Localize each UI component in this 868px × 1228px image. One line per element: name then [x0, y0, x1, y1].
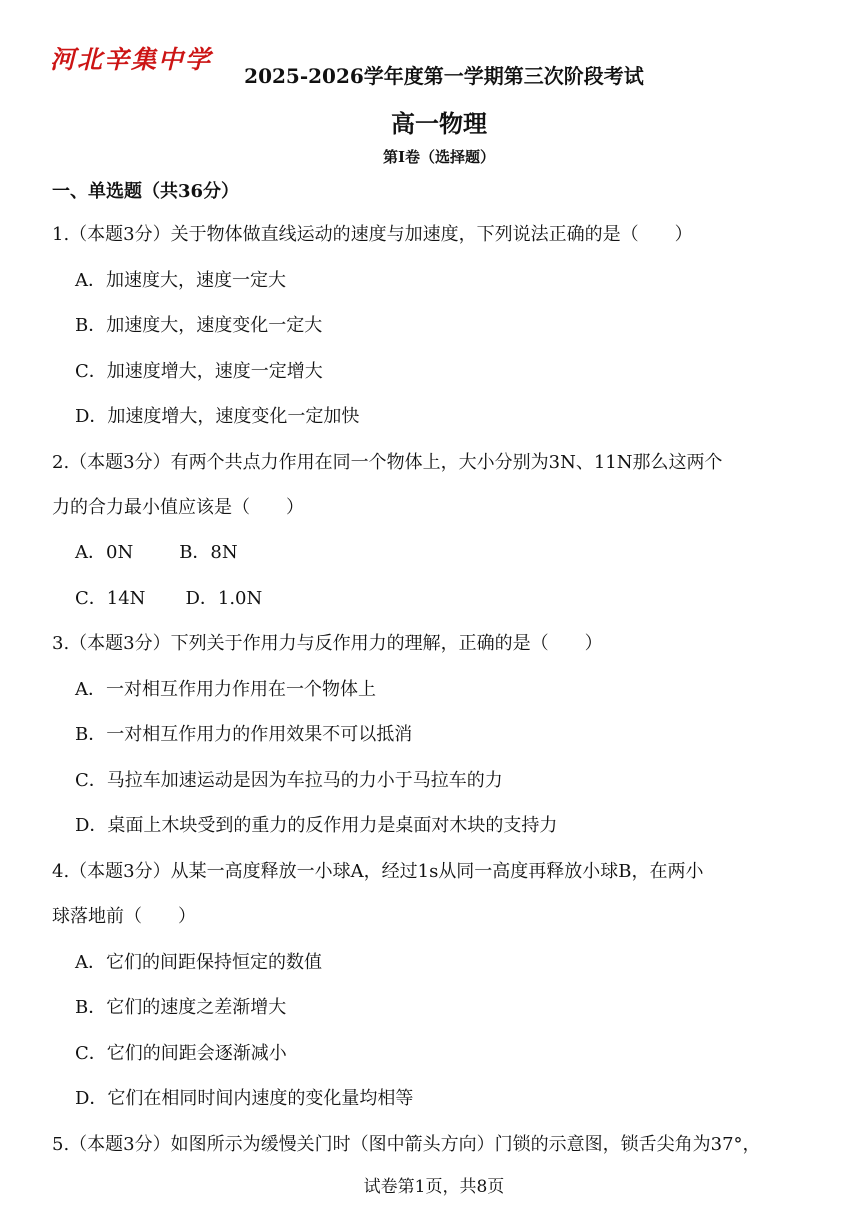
section-heading: 一、单选题（共36分） — [52, 181, 240, 202]
question-2-options-row-2 — [75, 587, 262, 611]
question-4-option-a: A．它们的间距保持恒定的数值 — [75, 952, 322, 973]
question-2-option-c: C．14N — [75, 588, 146, 609]
question-3-stem: 3.（本题3分）下列关于作用力与反作用力的理解，正确的是（ ） — [52, 633, 603, 654]
question-1-option-b: B．加速度大，速度变化一定大 — [75, 315, 323, 336]
question-1-option-d: D．加速度增大，速度变化一定加快 — [75, 406, 360, 427]
question-3-option-a: A．一对相互作用力作用在一个物体上 — [75, 679, 376, 700]
question-3-option-b: B．一对相互作用力的作用效果不可以抵消 — [75, 724, 413, 745]
question-4-stem-line-1: 4.（本题3分）从某一高度释放一小球A，经过1s从同一高度再释放小球B，在两小 — [52, 861, 704, 882]
exam-title: 2025-2026学年度第一学期第三次阶段考试 — [244, 64, 644, 88]
volume-label: 第Ⅰ卷（选择题） — [382, 148, 496, 166]
question-5-stem: 5.（本题3分）如图所示为缓慢关门时（图中箭头方向）门锁的示意图，锁舌尖角为37°， — [52, 1134, 761, 1155]
question-3-option-c: C．马拉车加速运动是因为车拉马的力小于马拉车的力 — [75, 770, 503, 791]
question-1-option-a: A．加速度大，速度一定大 — [75, 270, 286, 291]
question-4-stem-line-2: 球落地前（ ） — [52, 906, 196, 927]
question-2-option-b: B．8N — [179, 542, 238, 563]
question-1-option-c: C．加速度增大，速度一定增大 — [75, 361, 323, 382]
question-2-options-row-1 — [75, 541, 238, 565]
question-2-stem-line-2: 力的合力最小值应该是（ ） — [52, 497, 304, 518]
question-4-option-c: C．它们的间距会逐渐减小 — [75, 1043, 287, 1064]
question-2-option-a: A．0N — [75, 542, 134, 563]
question-4-option-b: B．它们的速度之差渐增大 — [75, 997, 287, 1018]
question-3-option-d: D．桌面上木块受到的重力的反作用力是桌面对木块的支持力 — [75, 815, 558, 836]
page-footer: 试卷第1页，共8页 — [363, 1177, 505, 1197]
question-1-stem: 1.（本题3分）关于物体做直线运动的速度与加速度，下列说法正确的是（ ） — [52, 224, 693, 245]
question-2-option-d: D．1.0N — [185, 588, 263, 609]
question-2-stem-line-1: 2.（本题3分）有两个共点力作用在同一个物体上，大小分别为3N、11N那么这两个 — [52, 452, 723, 473]
subject-title: 高一物理 — [391, 109, 487, 138]
question-4-option-d: D．它们在相同时间内速度的变化量均相等 — [75, 1088, 414, 1109]
school-logo: 河北辛集中学 — [50, 45, 213, 74]
